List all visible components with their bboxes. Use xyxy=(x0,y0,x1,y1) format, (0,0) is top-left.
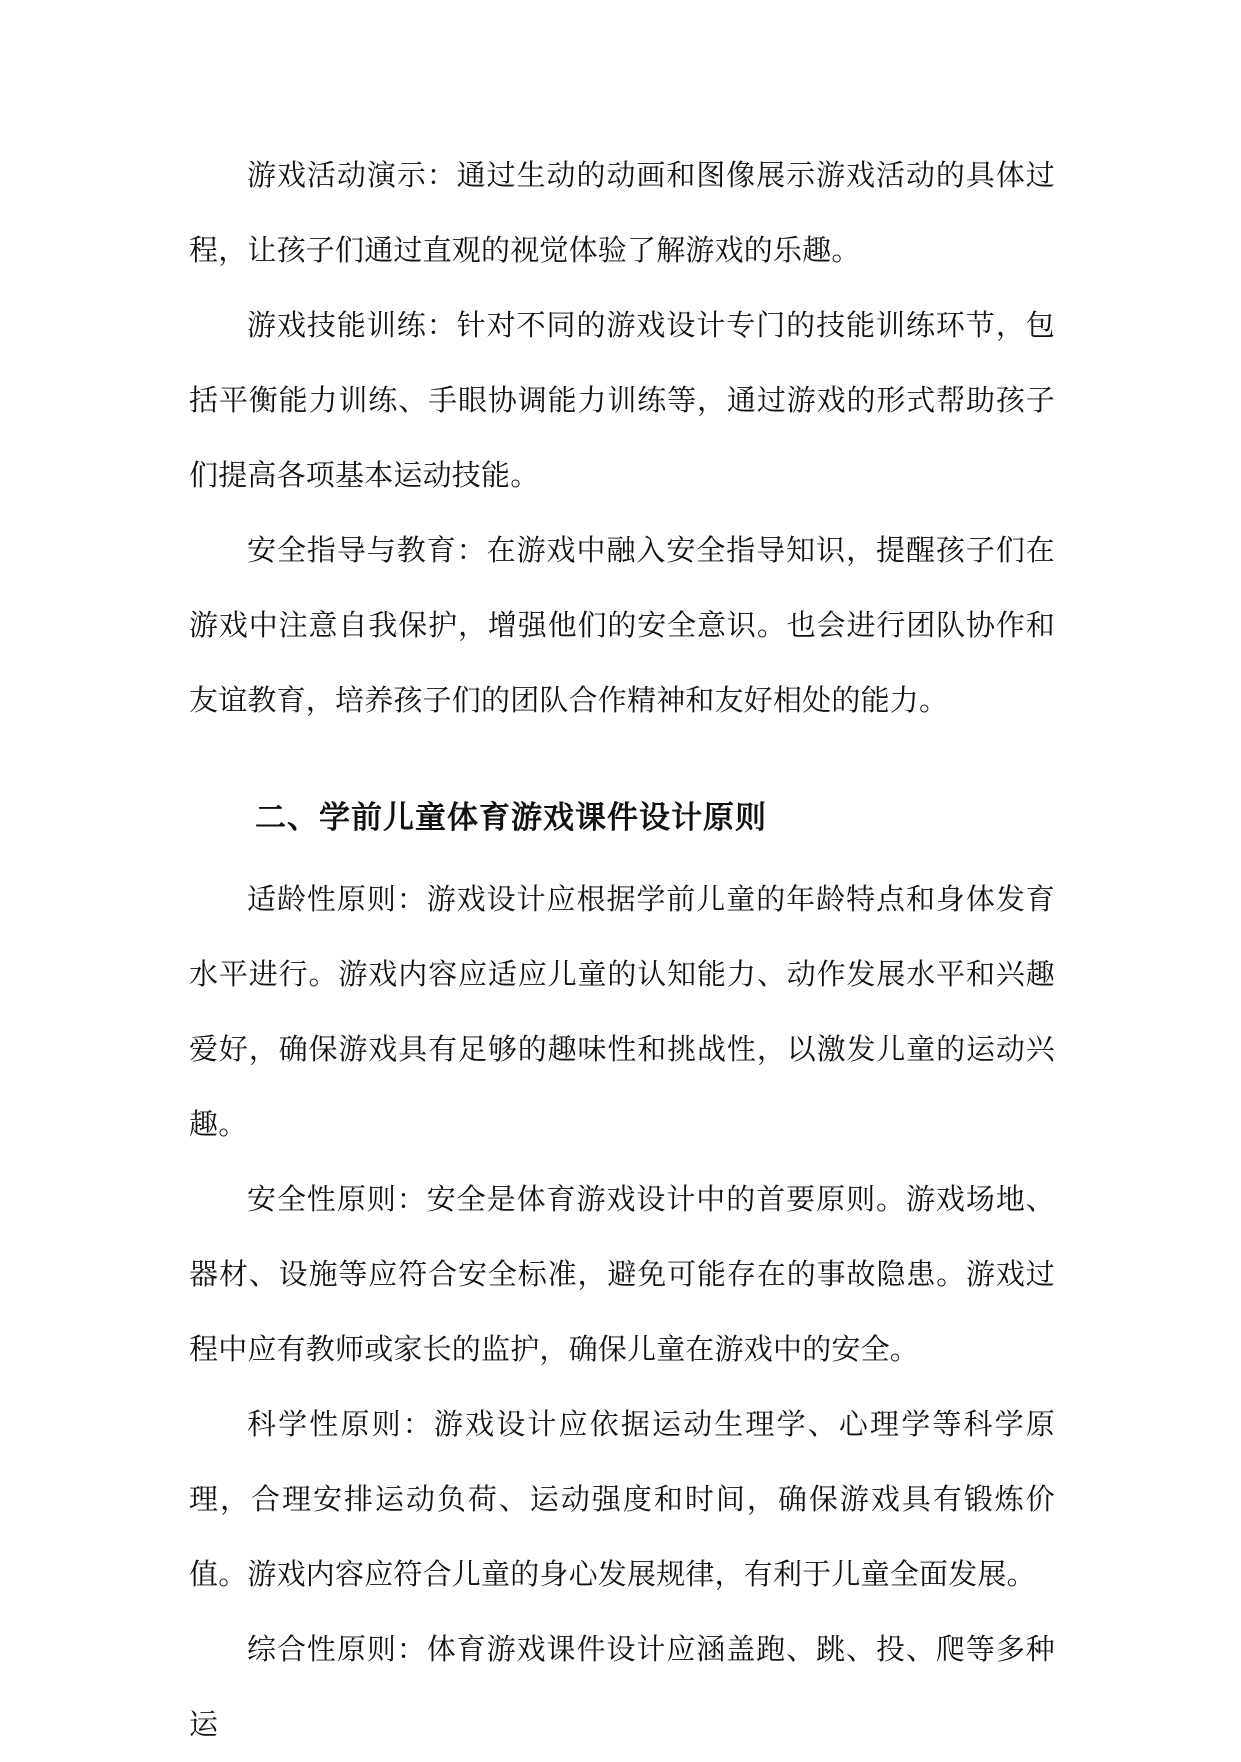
paragraph-age-appropriate: 适龄性原则：游戏设计应根据学前儿童的年龄特点和身体发育水平进行。游戏内容应适应儿童的认知能力、动作发展水平和兴趣爱好，确保游戏具有足够的趣味性和挑战性，以激发儿童的运动兴趣。 xyxy=(189,882,1055,1141)
section-heading: 二、学前儿童体育游戏课件设计原则 xyxy=(255,800,767,836)
paragraph-comprehensive-principle: 综合性原则：体育游戏课件设计应涵盖跑、跳、投、爬等多种运 xyxy=(189,1632,1055,1741)
paragraph-safety-principle: 安全性原则：安全是体育游戏设计中的首要原则。游戏场地、器材、设施等应符合安全标准，避免可能存在的事故隐患。游戏过程中应有教师或家长的监护，确保儿童在游戏中的安全。 xyxy=(189,1182,1055,1366)
paragraph-skill-training: 游戏技能训练：针对不同的游戏设计专门的技能训练环节，包括平衡能力训练、手眼协调能力训练等，通过游戏的形式帮助孩子们提高各项基本运动技能。 xyxy=(189,308,1055,492)
paragraph-scientific-principle: 科学性原则：游戏设计应依据运动生理学、心理学等科学原理，合理安排运动负荷、运动强度和时间，确保游戏具有锻炼价值。游戏内容应符合儿童的身心发展规律，有利于儿童全面发展。 xyxy=(189,1407,1055,1591)
document-body xyxy=(189,138,1055,1762)
paragraph-safety-education: 安全指导与教育：在游戏中融入安全指导知识，提醒孩子们在游戏中注意自我保护，增强他们的安全意识。也会进行团队协作和友谊教育，培养孩子们的团队合作精神和友好相处的能力。 xyxy=(189,533,1055,717)
paragraph-game-demo: 游戏活动演示：通过生动的动画和图像展示游戏活动的具体过程，让孩子们通过直观的视觉体验了解游戏的乐趣。 xyxy=(189,158,1055,267)
